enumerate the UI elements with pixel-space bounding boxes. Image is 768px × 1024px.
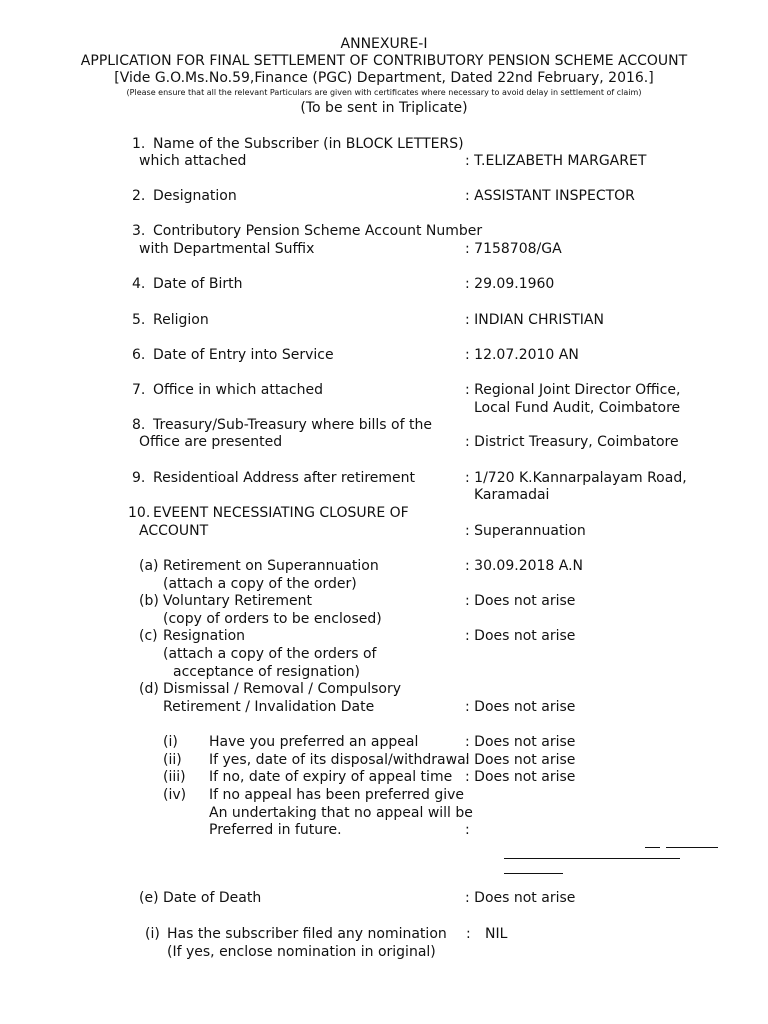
religion-value: : INDIAN CHRISTIAN: [465, 312, 604, 328]
subscriber-name-label: Name of the Subscriber (in BLOCK LETTERS): [153, 136, 464, 152]
cps-account-label-cont: with Departmental Suffix: [139, 241, 315, 257]
closure-event-label-cont: ACCOUNT: [139, 523, 209, 539]
superannuation-value: : 30.09.2018 A.N: [465, 558, 584, 574]
address-value-cont: Karamadai: [474, 487, 550, 503]
undertaking-label: If no appeal has been preferred give: [209, 787, 464, 803]
subscriber-name-label-cont: which attached: [139, 153, 247, 169]
undertaking-colon: :: [465, 822, 470, 838]
resignation-note-cont: acceptance of resignation): [173, 664, 360, 680]
nomination-colon: :: [466, 926, 471, 942]
date-of-birth-value: : 29.09.1960: [465, 276, 555, 292]
appeal-expiry-value: : Does not arise: [465, 769, 576, 785]
item-number: 7.: [132, 382, 146, 398]
appeal-disposal-value: : Does not arise: [465, 752, 576, 768]
item-number: 8.: [132, 417, 146, 433]
date-of-birth-label: Date of Birth: [153, 276, 243, 292]
nomination-label: Has the subscriber filed any nomination: [167, 926, 447, 942]
closure-event-value: : Superannuation: [465, 523, 586, 539]
resignation-label: Resignation: [163, 628, 246, 644]
appeal-expiry-label: If no, date of expiry of appeal time: [209, 769, 453, 785]
form-title: APPLICATION FOR FINAL SETTLEMENT OF CONTRIBUTORY PENSION SCHEME ACCOUNT: [80, 53, 688, 69]
item-number: 10.: [128, 505, 151, 521]
appeal-preferred-label: Have you preferred an appeal: [209, 734, 419, 750]
date-of-death-label: Date of Death: [163, 890, 262, 906]
blank-line: [645, 847, 660, 848]
office-label: Office in which attached: [153, 382, 323, 398]
resignation-note: (attach a copy of the orders of: [163, 646, 377, 662]
address-label: Residentioal Address after retirement: [153, 470, 416, 486]
voluntary-retirement-label: Voluntary Retirement: [163, 593, 313, 609]
cps-account-value: : 7158708/GA: [465, 241, 562, 257]
treasury-label-cont: Office are presented: [139, 434, 283, 450]
resignation-value: : Does not arise: [465, 628, 576, 644]
sub-item-mark: (a): [139, 558, 159, 574]
sub-item-mark: (d): [139, 681, 159, 697]
office-value: : Regional Joint Director Office,: [465, 382, 681, 398]
instruction-note: (Please ensure that all the relevant Particulars are given with certificates where necessary to avoid delay in settlement of claim): [126, 88, 642, 97]
address-value: : 1/720 K.Kannarpalayam Road,: [465, 470, 687, 486]
item-number: 5.: [132, 312, 146, 328]
religion-label: Religion: [153, 312, 209, 328]
appeal-mark: (iv): [163, 787, 187, 803]
voluntary-retirement-note: (copy of orders to be enclosed): [163, 611, 382, 627]
appeal-mark: (iii): [163, 769, 186, 785]
cps-account-label: Contributory Pension Scheme Account Number: [153, 223, 483, 239]
nomination-note: (If yes, enclose nomination in original): [167, 944, 436, 960]
appeal-disposal-label: If yes, date of its disposal/withdrawal: [209, 752, 470, 768]
designation-label: Designation: [153, 188, 237, 204]
blank-line: [666, 847, 718, 848]
dismissal-label-cont: Retirement / Invalidation Date: [163, 699, 375, 715]
sub-item-mark: (e): [139, 890, 159, 906]
undertaking-label-cont: An undertaking that no appeal will be: [209, 805, 473, 821]
item-number: 1.: [132, 136, 146, 152]
voluntary-retirement-value: : Does not arise: [465, 593, 576, 609]
designation-value: : ASSISTANT INSPECTOR: [465, 188, 635, 204]
appeal-mark: (i): [163, 734, 178, 750]
item-number: 3.: [132, 223, 146, 239]
nomination-value: NIL: [485, 926, 508, 942]
blank-line: [504, 873, 563, 874]
vide-reference: [Vide G.O.Ms.No.59,Finance (PGC) Department, Dated 22nd February, 2016.]: [114, 70, 654, 86]
item-number: 6.: [132, 347, 146, 363]
appeal-mark: (ii): [163, 752, 182, 768]
closure-event-label: EVEENT NECESSIATING CLOSURE OF: [153, 505, 409, 521]
blank-line: [504, 858, 680, 859]
entry-into-service-label: Date of Entry into Service: [153, 347, 334, 363]
date-of-death-value: : Does not arise: [465, 890, 576, 906]
treasury-label: Treasury/Sub-Treasury where bills of the: [153, 417, 432, 433]
dismissal-value: : Does not arise: [465, 699, 576, 715]
item-number: 9.: [132, 470, 146, 486]
sub-item-mark: (i): [145, 926, 160, 942]
undertaking-label-end: Preferred in future.: [209, 822, 342, 838]
sub-item-mark: (c): [139, 628, 158, 644]
item-number: 2.: [132, 188, 146, 204]
item-number: 4.: [132, 276, 146, 292]
office-value-cont: Local Fund Audit, Coimbatore: [474, 400, 681, 416]
treasury-value: : District Treasury, Coimbatore: [465, 434, 679, 450]
dismissal-label: Dismissal / Removal / Compulsory: [163, 681, 401, 697]
annexure-label: ANNEXURE-I: [340, 36, 428, 52]
superannuation-label: Retirement on Superannuation: [163, 558, 379, 574]
triplicate-note: (To be sent in Triplicate): [300, 100, 468, 116]
sub-item-mark: (b): [139, 593, 159, 609]
appeal-preferred-value: : Does not arise: [465, 734, 576, 750]
superannuation-note: (attach a copy of the order): [163, 576, 357, 592]
entry-into-service-value: : 12.07.2010 AN: [465, 347, 579, 363]
subscriber-name-value: : T.ELIZABETH MARGARET: [465, 153, 647, 169]
